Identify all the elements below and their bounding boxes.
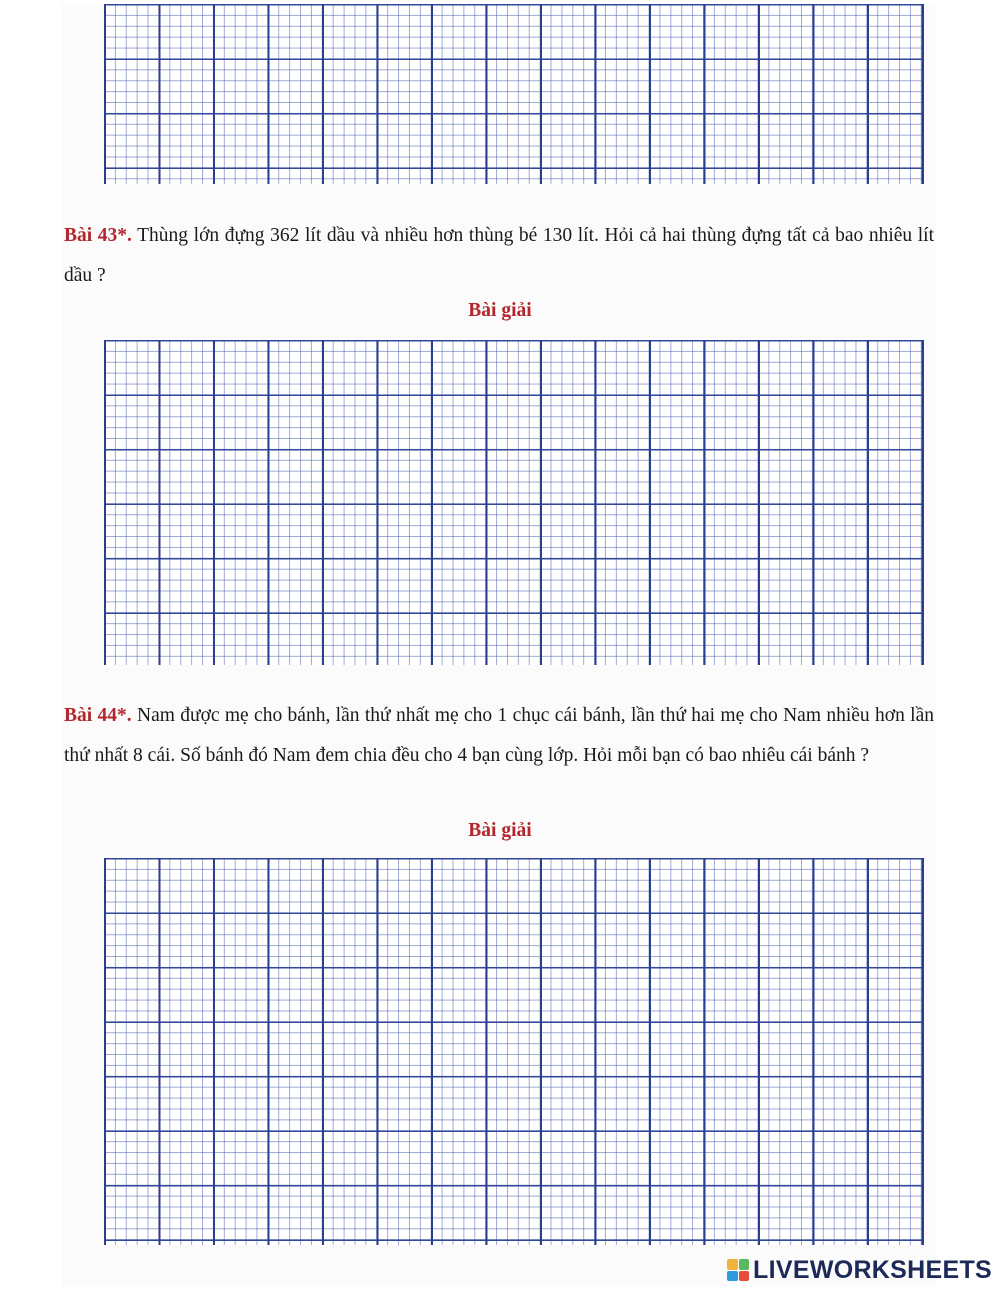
answer-grid-44[interactable] [104, 858, 924, 1245]
logo-square-green [739, 1259, 750, 1270]
brand-name: LIVEWORKSHEETS [753, 1255, 992, 1284]
problem-43-label: Bài 43*. [64, 225, 132, 246]
problem-44-label: Bài 44*. [64, 705, 132, 726]
problem-44 [64, 696, 934, 776]
liveworksheets-logo-icon [727, 1259, 749, 1281]
logo-square-red [739, 1271, 750, 1282]
problem-43 [64, 216, 934, 296]
answer-grid-43[interactable] [104, 340, 924, 665]
logo-square-yellow [727, 1259, 738, 1270]
solution-heading-44: Bài giải [468, 820, 532, 841]
answer-grid-previous[interactable] [104, 4, 924, 184]
liveworksheets-brand[interactable] [727, 1255, 992, 1285]
logo-square-blue [727, 1271, 738, 1282]
solution-heading-43: Bài giải [468, 300, 532, 321]
problem-44-text: Nam được mẹ cho bánh, lần thứ nhất mẹ cho 1 chục cái bánh, lần thứ hai mẹ cho Nam nhiều hơn lần thứ nhất 8 cái. Số bánh đó Nam đem chia đều cho 4 bạn cùng lớp. Hỏi mỗi bạn có bao nhiêu cái bánh ? [64, 705, 934, 766]
problem-43-text: Thùng lớn đựng 362 lít dầu và nhiều hơn thùng bé 130 lít. Hỏi cả hai thùng đựng tất cả bao nhiêu lít dầu ? [64, 225, 934, 286]
